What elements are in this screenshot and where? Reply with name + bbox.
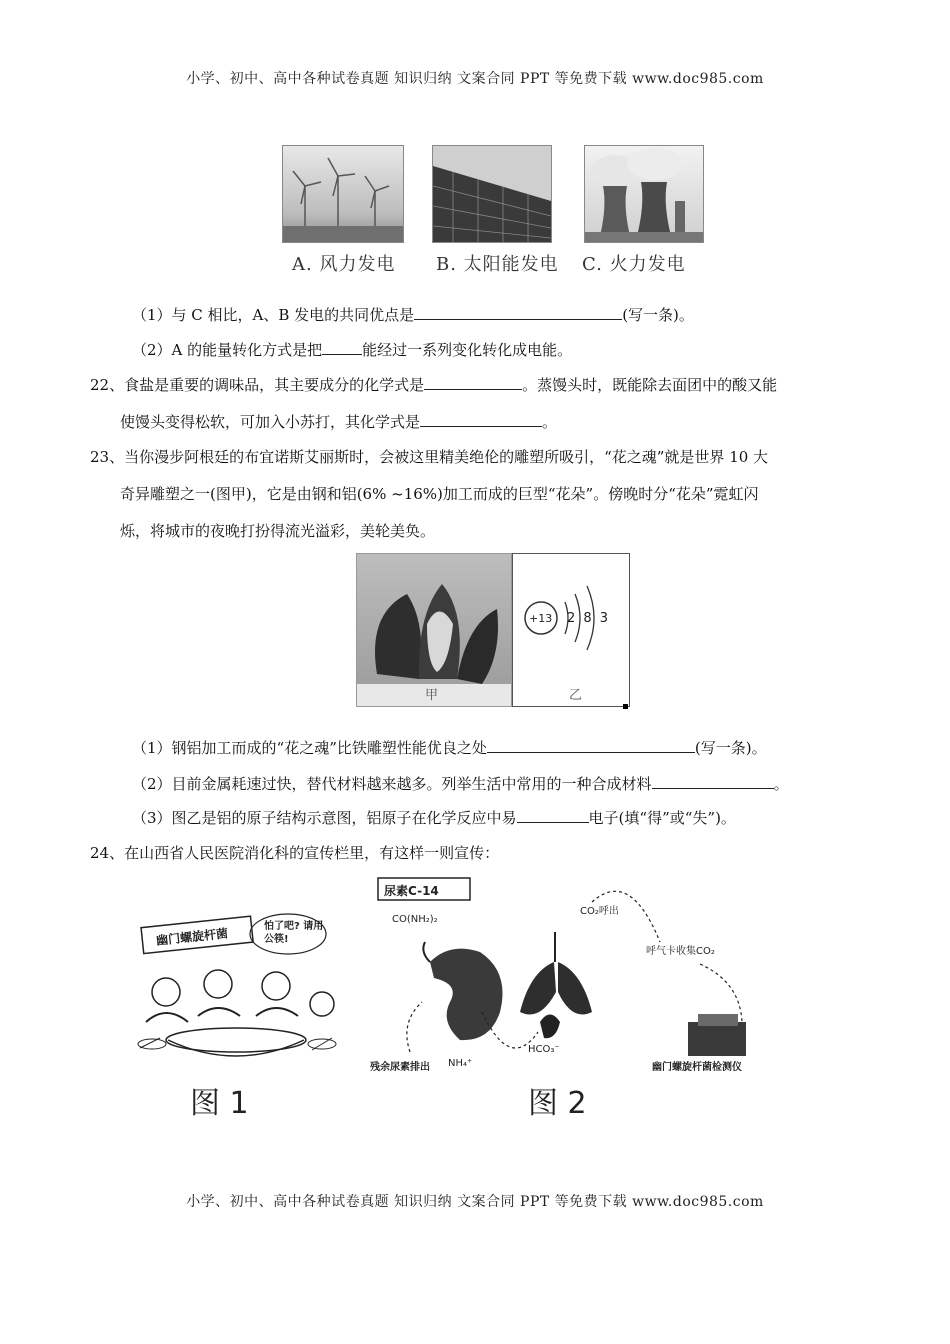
caption-solar: B. 太阳能发电: [436, 254, 559, 275]
aluminum-atom-diagram: [512, 553, 630, 707]
q23-sub3-tail: 电子(填“得”或“失”)。: [588, 809, 736, 827]
wind-turbine-icon: [283, 146, 403, 242]
q23-sub3: [132, 808, 736, 828]
urea-formula: CO(NH₂)₂: [392, 914, 438, 925]
q21-sub2-text: （2）A 的能量转化方式是把: [132, 341, 323, 359]
caption-thermal: C. 火力发电: [582, 254, 686, 275]
q23-sub1-blank[interactable]: [487, 738, 695, 753]
q22-line2-text: 使馒头变得松软，可加入小苏打，其化学式是: [120, 413, 421, 431]
figure-2-label: 图 2: [528, 1086, 587, 1121]
nucleus-charge: +13: [529, 612, 553, 625]
breath-card-label: 呼气卡收集CO₂: [646, 946, 715, 957]
q23-line3: 烁，将城市的夜晚打扮得流光溢彩，美轮美奂。: [120, 522, 436, 540]
figure-1-label: 图 1: [190, 1086, 249, 1121]
ammonium-label: NH₄⁺: [448, 1058, 473, 1069]
q22-line1-text: 22、食盐是重要的调味品，其主要成分的化学式是: [90, 376, 425, 394]
urea-box-label: 尿素C-14: [384, 884, 439, 898]
caption-wind: A. 风力发电: [292, 254, 396, 275]
q23-sub1-text: （1）钢铝加工而成的“花之魂”比铁雕塑性能优良之处: [132, 739, 487, 757]
co2-exhale-label: CO₂呼出: [580, 906, 619, 917]
cartoon-banner-text: 幽门螺旋杆菌: [155, 926, 229, 948]
fig-yi-label: 乙: [569, 688, 583, 703]
page-header: 小学、初中、高中各种试卷真题 知识归纳 文案合同 PPT 等免费下载 www.doc985.com: [186, 71, 764, 87]
q22-blank2[interactable]: [420, 412, 542, 427]
fig-jia-label: 甲: [425, 688, 439, 703]
q23-line2: 奇异雕塑之一(图甲)，它是由钢和铝(6% ~16%)加工而成的巨型“花朵”。傍晚时分“花朵”霓虹闪: [120, 485, 759, 503]
q21-sub1-text: （1）与 C 相比，A、B 发电的共同优点是: [132, 306, 415, 324]
flower-sculpture-photo: [356, 553, 512, 707]
bicarbonate-label: HCO₃⁻: [528, 1044, 560, 1055]
q23-sub3-text: （3）图乙是铝的原子结构示意图，铝原子在化学反应中易: [132, 809, 517, 827]
cooling-tower-icon: [585, 146, 703, 242]
detector-label: 幽门螺旋杆菌检测仪: [652, 1062, 742, 1073]
cartoon-speech-text: 怕了吧? 请用公筷!: [264, 921, 324, 945]
q22-line1-tail: 。蒸馒头时，既能除去面团中的酸又能: [522, 376, 778, 394]
figure-2-diagram: [370, 872, 810, 1072]
page-footer: 小学、初中、高中各种试卷真题 知识归纳 文案合同 PPT 等免费下载 www.doc985.com: [186, 1194, 764, 1210]
q22-line2-tail: 。: [542, 413, 558, 431]
q22-blank1[interactable]: [424, 375, 522, 390]
q23-sub1: [132, 738, 767, 758]
q23-sub2: [132, 774, 789, 794]
q23-line1: 23、当你漫步阿根廷的布宜诺斯艾丽斯时，会被这里精美绝伦的雕塑所吸引，“花之魂”就是世界 10 大: [90, 448, 769, 466]
solar-power-photo: [432, 145, 552, 243]
q24-line1: 24、在山西省人民医院消化科的宣传栏里，有这样一则宣传：: [90, 844, 500, 862]
q21-sub2: [132, 340, 572, 360]
q22-line1: [90, 375, 777, 395]
q23-sub3-blank[interactable]: [517, 808, 589, 823]
q22-line2: [120, 412, 557, 432]
small-square-mark: [623, 704, 628, 709]
q21-sub1-tail: (写一条)。: [622, 306, 694, 324]
thermal-power-photo: [584, 145, 704, 243]
q21-sub2-blank[interactable]: [322, 340, 362, 355]
q21-sub1-blank[interactable]: [414, 305, 622, 320]
q21-sub1: [132, 305, 694, 325]
q23-sub2-tail: 。: [773, 775, 789, 793]
q23-sub1-tail: (写一条)。: [694, 739, 767, 757]
wind-power-photo: [282, 145, 404, 243]
figure-1-cartoon: [126, 912, 352, 1072]
q23-sub2-blank[interactable]: [652, 774, 774, 789]
solar-panel-icon: [433, 146, 551, 242]
q21-sub2-tail: 能经过一系列变化转化成电能。: [362, 341, 573, 359]
electron-shells: 2 8 3: [567, 611, 611, 626]
residue-urea-label: 残余尿素排出: [370, 1062, 430, 1073]
q23-sub2-text: （2）目前金属耗速过快，替代材料越来越多。列举生活中常用的一种合成材料: [132, 775, 652, 793]
